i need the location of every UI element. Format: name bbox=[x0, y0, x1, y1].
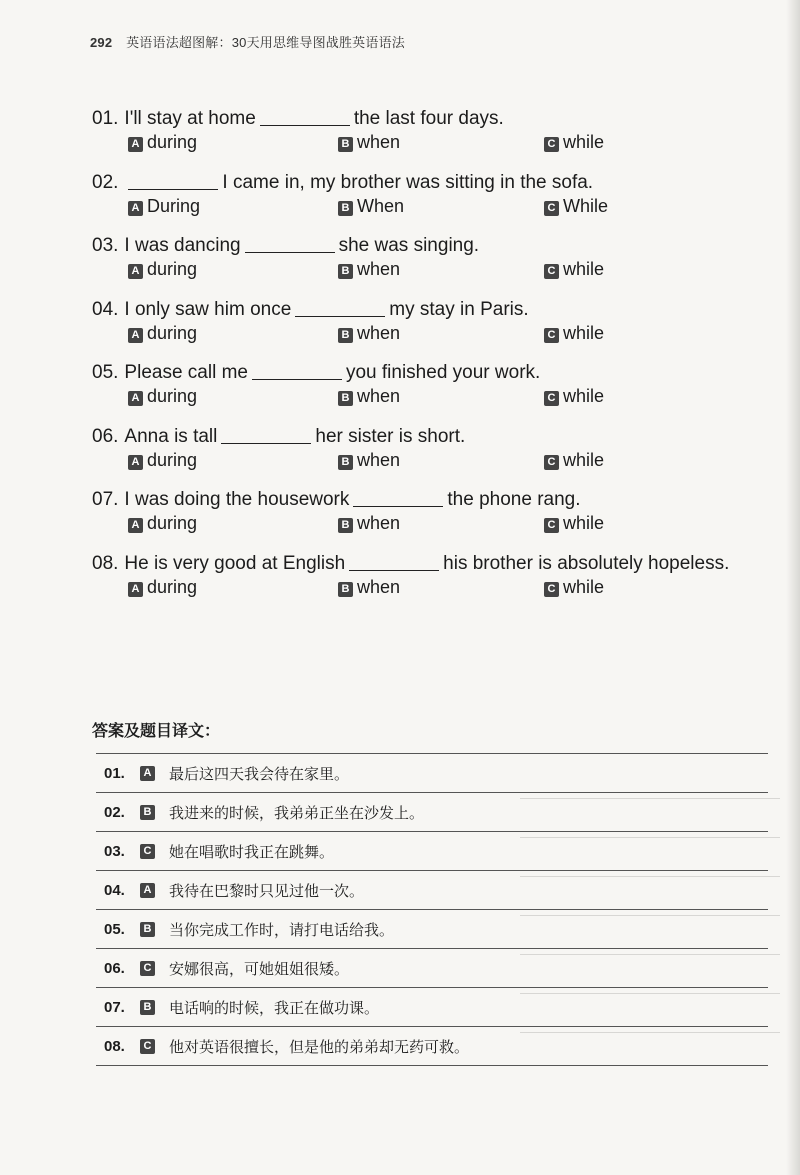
option-letter-badge: B bbox=[338, 391, 353, 406]
question-text-after: the last four days. bbox=[353, 108, 504, 129]
answer-translation: 安娜很高，可她姐姐很矮。 bbox=[169, 960, 350, 978]
answer-letter-badge: A bbox=[140, 883, 155, 898]
option-row bbox=[92, 259, 782, 283]
option-b bbox=[338, 196, 404, 217]
answer-number: 02. bbox=[104, 803, 125, 821]
question-text-after: his brother is absolutely hopeless. bbox=[443, 552, 730, 574]
option-b bbox=[338, 259, 400, 280]
question-number: 02. bbox=[92, 171, 119, 193]
option-b bbox=[338, 450, 400, 471]
option-c bbox=[544, 259, 604, 280]
option-c bbox=[544, 513, 604, 534]
question-text-before: I was doing the housework bbox=[124, 489, 350, 510]
question-item bbox=[92, 170, 782, 234]
question-text bbox=[92, 487, 782, 513]
option-label: when bbox=[357, 576, 401, 597]
question-text bbox=[92, 297, 782, 323]
option-letter-badge: C bbox=[544, 518, 559, 533]
answer-blank bbox=[221, 425, 311, 444]
question-item bbox=[92, 106, 782, 170]
question-text-after: she was singing. bbox=[338, 235, 480, 256]
answer-translation: 电话响的时候，我正在做功课。 bbox=[169, 999, 380, 1017]
answer-row bbox=[96, 1026, 768, 1066]
option-letter-badge: A bbox=[128, 264, 143, 279]
option-label: while bbox=[563, 513, 605, 533]
option-label: while bbox=[563, 322, 605, 343]
question-number: 07. bbox=[92, 489, 119, 510]
question-text-before: I'll stay at home bbox=[124, 108, 256, 129]
question-text bbox=[92, 233, 782, 259]
option-label: during bbox=[147, 576, 198, 597]
answer-translation: 当你完成工作时，请打电话给我。 bbox=[169, 921, 395, 939]
question-text bbox=[92, 170, 782, 196]
question-item bbox=[92, 487, 782, 551]
option-a bbox=[128, 513, 197, 534]
answer-blank bbox=[128, 171, 218, 190]
answer-translation: 我进来的时候，我弟弟正坐在沙发上。 bbox=[169, 804, 425, 822]
question-item bbox=[92, 297, 782, 361]
option-c bbox=[544, 450, 604, 471]
option-b bbox=[338, 577, 400, 598]
option-label: when bbox=[357, 259, 401, 279]
option-c bbox=[544, 323, 604, 344]
option-row bbox=[92, 323, 782, 347]
answer-letter-badge: B bbox=[140, 922, 155, 937]
answer-letter-badge: C bbox=[140, 961, 155, 976]
answer-row bbox=[96, 948, 768, 987]
option-letter-badge: B bbox=[338, 201, 353, 216]
answer-row bbox=[96, 987, 768, 1026]
option-letter-badge: C bbox=[544, 582, 559, 597]
answer-number: 08. bbox=[104, 1037, 125, 1055]
question-text bbox=[92, 424, 782, 450]
option-b bbox=[338, 386, 400, 407]
answer-number: 01. bbox=[104, 764, 125, 782]
option-row bbox=[92, 386, 782, 410]
answer-number: 05. bbox=[104, 920, 125, 938]
option-letter-badge: A bbox=[128, 455, 143, 470]
option-c bbox=[544, 577, 604, 598]
option-b bbox=[338, 132, 400, 153]
option-c bbox=[544, 132, 604, 153]
answer-translation: 他对英语很擅长，但是他的弟弟却无药可救。 bbox=[169, 1038, 470, 1056]
answer-translation: 我待在巴黎时只见过他一次。 bbox=[169, 882, 365, 900]
option-letter-badge: C bbox=[544, 264, 559, 279]
option-letter-badge: B bbox=[338, 264, 353, 279]
option-a bbox=[128, 323, 197, 344]
answer-blank bbox=[353, 488, 443, 507]
question-text-after: the phone rang. bbox=[447, 489, 581, 510]
option-letter-badge: A bbox=[128, 391, 143, 406]
answer-row bbox=[96, 792, 768, 831]
option-label: During bbox=[147, 195, 201, 216]
option-label: when bbox=[357, 132, 401, 152]
question-item bbox=[92, 233, 782, 297]
option-label: while bbox=[563, 576, 605, 597]
question-text-before: I only saw him once bbox=[124, 298, 292, 320]
answer-row bbox=[96, 753, 768, 792]
option-letter-badge: A bbox=[128, 328, 143, 343]
answer-number: 03. bbox=[104, 842, 125, 860]
answer-row bbox=[96, 909, 768, 948]
option-letter-badge: B bbox=[338, 518, 353, 533]
answer-letter-badge: A bbox=[140, 766, 155, 781]
question-number: 08. bbox=[92, 552, 119, 574]
page-edge-shadow bbox=[786, 0, 800, 1175]
option-label: during bbox=[147, 386, 198, 406]
question-item bbox=[92, 551, 782, 615]
question-number: 06. bbox=[92, 425, 119, 447]
option-label: during bbox=[147, 449, 198, 470]
answer-translation: 她在唱歌时我正在跳舞。 bbox=[169, 843, 335, 861]
answer-blank bbox=[349, 552, 439, 571]
answer-blank bbox=[252, 361, 342, 380]
page-number: 292 bbox=[90, 35, 113, 50]
option-b bbox=[338, 513, 400, 534]
page-header bbox=[90, 32, 405, 51]
option-letter-badge: A bbox=[128, 518, 143, 533]
option-letter-badge: C bbox=[544, 455, 559, 470]
option-a bbox=[128, 132, 197, 153]
question-text-before: Anna is tall bbox=[124, 425, 218, 447]
question-text-after: my stay in Paris. bbox=[389, 298, 529, 320]
option-letter-badge: A bbox=[128, 582, 143, 597]
answer-row bbox=[96, 870, 768, 909]
question-number: 04. bbox=[92, 298, 119, 320]
answer-number: 06. bbox=[104, 959, 125, 977]
option-label: while bbox=[563, 259, 605, 279]
option-label: When bbox=[357, 195, 405, 216]
answer-letter-badge: C bbox=[140, 844, 155, 859]
question-text bbox=[92, 360, 782, 386]
option-row bbox=[92, 450, 782, 474]
option-label: when bbox=[357, 386, 401, 406]
option-label: during bbox=[147, 259, 198, 279]
option-letter-badge: C bbox=[544, 391, 559, 406]
answer-translation: 最后这四天我会待在家里。 bbox=[169, 765, 350, 783]
question-number: 03. bbox=[92, 235, 119, 256]
option-row bbox=[92, 196, 782, 220]
question-number: 05. bbox=[92, 362, 119, 383]
option-a bbox=[128, 577, 197, 598]
question-text-after: I came in, my brother was sitting in the sofa. bbox=[222, 171, 594, 193]
answer-letter-badge: C bbox=[140, 1039, 155, 1054]
question-text bbox=[92, 106, 782, 132]
option-letter-badge: C bbox=[544, 201, 559, 216]
question-item bbox=[92, 424, 782, 488]
option-letter-badge: C bbox=[544, 328, 559, 343]
option-b bbox=[338, 323, 400, 344]
answers-table bbox=[96, 753, 768, 1066]
answer-letter-badge: B bbox=[140, 805, 155, 820]
answers-title: 答案及题目译文： bbox=[92, 723, 221, 740]
question-number: 01. bbox=[92, 108, 119, 129]
option-a bbox=[128, 386, 197, 407]
question-text bbox=[92, 551, 782, 577]
option-c bbox=[544, 386, 604, 407]
question-item bbox=[92, 360, 782, 424]
option-label: while bbox=[563, 132, 605, 152]
book-title: 英语语法超图解：30天用思维导图战胜英语语法 bbox=[126, 35, 405, 50]
option-letter-badge: B bbox=[338, 137, 353, 152]
option-row bbox=[92, 577, 782, 601]
option-label: when bbox=[357, 513, 401, 533]
answer-blank bbox=[295, 298, 385, 317]
option-letter-badge: A bbox=[128, 137, 143, 152]
option-a bbox=[128, 450, 197, 471]
option-label: While bbox=[563, 195, 609, 216]
answer-blank bbox=[260, 107, 350, 126]
question-text-before: He is very good at English bbox=[124, 552, 346, 574]
option-label: while bbox=[563, 386, 605, 406]
option-letter-badge: C bbox=[544, 137, 559, 152]
option-row bbox=[92, 513, 782, 537]
option-letter-badge: B bbox=[338, 582, 353, 597]
question-text-before: Please call me bbox=[124, 362, 248, 383]
answer-number: 04. bbox=[104, 881, 125, 899]
answer-row bbox=[96, 831, 768, 870]
option-a bbox=[128, 196, 200, 217]
option-label: when bbox=[357, 449, 401, 470]
question-list bbox=[92, 106, 782, 614]
option-row bbox=[92, 132, 782, 156]
option-label: when bbox=[357, 322, 401, 343]
option-label: while bbox=[563, 449, 605, 470]
option-c bbox=[544, 196, 608, 217]
option-letter-badge: B bbox=[338, 455, 353, 470]
answer-number: 07. bbox=[104, 998, 125, 1016]
option-label: during bbox=[147, 513, 198, 533]
question-text-before: I was dancing bbox=[124, 235, 241, 256]
option-label: during bbox=[147, 132, 198, 152]
option-letter-badge: A bbox=[128, 201, 143, 216]
question-text-after: you finished your work. bbox=[345, 362, 541, 383]
option-a bbox=[128, 259, 197, 280]
question-text-after: her sister is short. bbox=[315, 425, 466, 447]
answer-blank bbox=[245, 234, 335, 253]
answer-letter-badge: B bbox=[140, 1000, 155, 1015]
option-label: during bbox=[147, 322, 198, 343]
option-letter-badge: B bbox=[338, 328, 353, 343]
